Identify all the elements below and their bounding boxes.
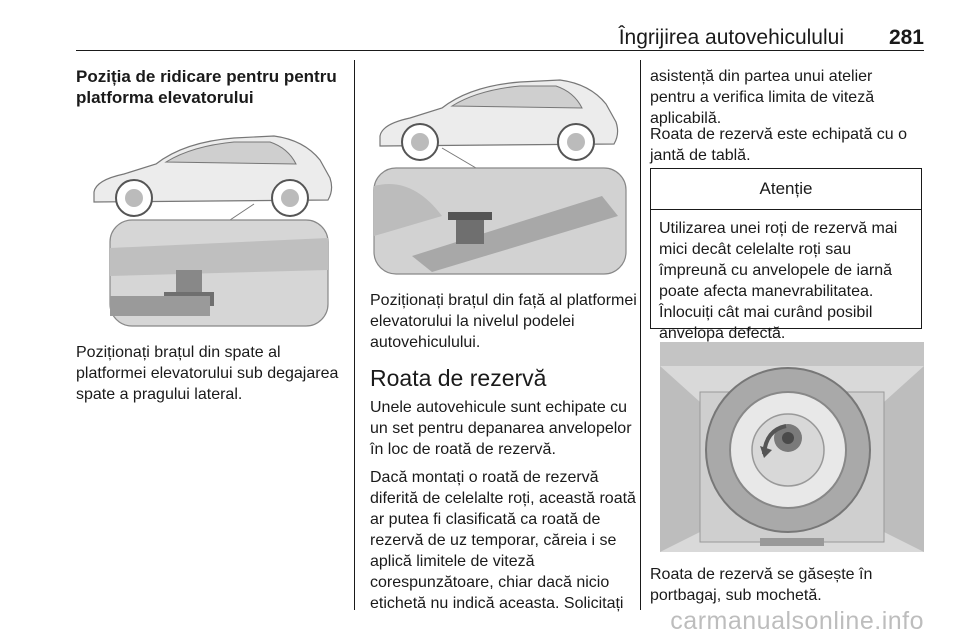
col3-para1-line-3: aplicabilă. bbox=[650, 110, 722, 127]
col3-caption-line-2: portbagaj, sub mochetă. bbox=[650, 587, 822, 604]
warning-title: Atenție bbox=[651, 169, 921, 210]
front-lift-point-illustration bbox=[372, 66, 630, 278]
warning-line-6: anvelopa defectă. bbox=[659, 325, 786, 342]
para2-line-3: ar putea fi clasificată ca roată de bbox=[370, 511, 601, 528]
para2-line-7: etichetă nu indică aceasta. Solicitați bbox=[370, 595, 624, 612]
col3-para1-line-1: asistență din partea unui atelier bbox=[650, 68, 873, 85]
para1-line-2: un set pentru depanarea anvelopelor bbox=[370, 420, 632, 437]
caption-rear-line-1: Poziționați brațul din spate al bbox=[76, 344, 281, 361]
para2-line-4: rezervă de uz temporar, căreia i se bbox=[370, 532, 617, 549]
column-divider-2 bbox=[640, 60, 641, 610]
warning-line-1: Utilizarea unei roți de rezervă mai bbox=[659, 220, 898, 237]
col3-para2-line-1: Roata de rezervă este echipată cu o bbox=[650, 126, 908, 143]
rear-lift-point-illustration bbox=[84, 120, 340, 330]
col3-caption-line-1: Roata de rezervă se găsește în bbox=[650, 566, 873, 583]
col3-para2-line-2: jantă de tablă. bbox=[650, 147, 751, 164]
warning-box bbox=[650, 168, 922, 342]
column-divider-1 bbox=[354, 60, 355, 610]
section-title-line-1: Poziția de ridicare pentru pentru bbox=[76, 67, 337, 86]
warning-line-5: Înlocuiți cât mai curând posibil bbox=[659, 304, 873, 321]
warning-body bbox=[651, 210, 921, 352]
caption-front-line-3: autovehiculului. bbox=[370, 334, 481, 351]
para2-line-6: corespunzătoare, chiar dacă nicio bbox=[370, 574, 610, 591]
page-header bbox=[76, 22, 924, 50]
warning-line-2: mici decât celelalte roți sau bbox=[659, 241, 852, 258]
spare-wheel-illustration bbox=[660, 342, 924, 552]
caption-front-line-2: elevatorului la nivelul podelei bbox=[370, 313, 575, 330]
page-number: 281 bbox=[888, 26, 924, 49]
para2-line-2: diferită de celelalte roți, această roată bbox=[370, 490, 636, 507]
para2-line-1: Dacă montați o roată de rezervă bbox=[370, 469, 599, 486]
warning-line-3: împreună cu anvelopele de iarnă bbox=[659, 262, 893, 279]
para2-line-5: aplică limitele de viteză bbox=[370, 553, 535, 570]
header-rule bbox=[76, 50, 924, 51]
watermark-text: carmanualsonline.info bbox=[670, 607, 924, 635]
warning-line-4: poate afecta manevrabilitatea. bbox=[659, 283, 874, 300]
caption-rear-line-2: platformei elevatorului sub degajarea bbox=[76, 365, 339, 382]
caption-rear-line-3: spate a pragului lateral. bbox=[76, 386, 243, 403]
col3-para1-line-2: pentru a verifica limita de viteză bbox=[650, 89, 875, 106]
heading-spare-wheel: Roata de rezervă bbox=[370, 365, 547, 391]
section-title-line-2: platforma elevatorului bbox=[76, 88, 254, 107]
para1-line-1: Unele autovehicule sunt echipate cu bbox=[370, 399, 628, 416]
chapter-title: Îngrijirea autovehiculului bbox=[618, 26, 844, 49]
para1-line-3: în loc de roată de rezervă. bbox=[370, 441, 556, 458]
caption-front-line-1: Poziționați brațul din față al platformei bbox=[370, 292, 637, 309]
